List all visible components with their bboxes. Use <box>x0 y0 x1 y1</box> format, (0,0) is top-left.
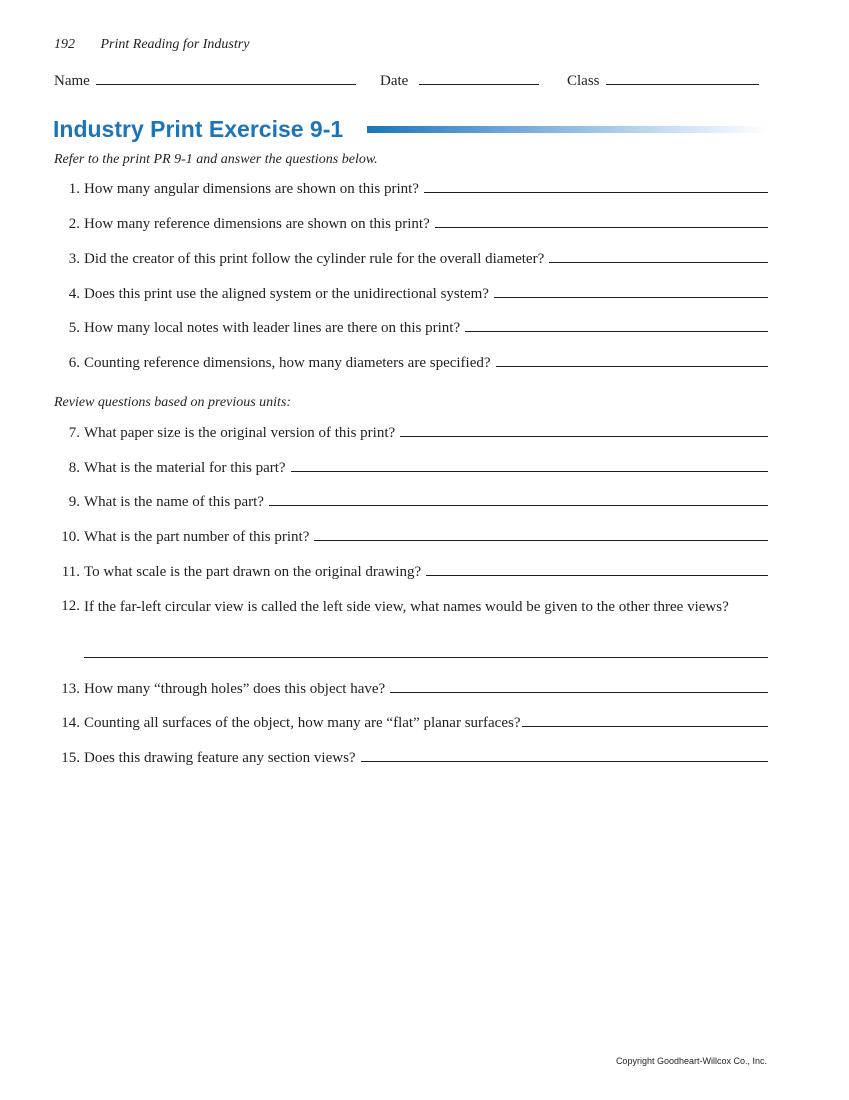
date-label: Date <box>380 73 409 89</box>
question-text: How many “through holes” does this object have? <box>84 681 386 697</box>
name-blank[interactable] <box>96 70 356 85</box>
question-number: 2. <box>68 216 80 232</box>
running-title: Print Reading for Industry <box>100 37 250 52</box>
date-blank[interactable] <box>419 70 539 85</box>
question-text: How many angular dimensions are shown on this print? <box>84 181 419 197</box>
answer-blank[interactable] <box>424 180 768 193</box>
question-text: What paper size is the original version of this print? <box>84 425 396 441</box>
question-14 <box>54 714 768 732</box>
question-text: What is the material for this part? <box>84 460 286 476</box>
question-number: 14. <box>61 715 80 731</box>
answer-blank[interactable] <box>291 459 768 472</box>
question-11 <box>54 563 768 581</box>
question-number: 6. <box>68 355 80 371</box>
answer-blank[interactable] <box>496 354 768 367</box>
answer-blank[interactable] <box>314 528 768 541</box>
answer-blank[interactable] <box>361 749 768 762</box>
question-text: To what scale is the part drawn on the original drawing? <box>84 564 422 580</box>
question-9 <box>54 493 768 511</box>
question-15 <box>54 749 768 767</box>
answer-blank[interactable] <box>400 424 768 437</box>
student-info-row <box>54 70 766 90</box>
page-number: 192 <box>54 37 75 52</box>
question-13 <box>54 680 768 698</box>
question-number: 9. <box>68 494 80 510</box>
question-number: 3. <box>68 251 80 267</box>
name-field[interactable] <box>54 70 356 90</box>
question-text: What is the name of this part? <box>84 494 264 510</box>
question-3 <box>54 250 768 268</box>
class-field[interactable] <box>567 70 759 90</box>
question-2 <box>54 215 768 233</box>
class-blank[interactable] <box>606 70 759 85</box>
answer-blank[interactable] <box>84 657 768 658</box>
question-number: 7. <box>68 425 80 441</box>
question-number: 11. <box>61 564 80 580</box>
question-number: 5. <box>68 320 80 336</box>
answer-blank[interactable] <box>435 215 768 228</box>
answer-blank[interactable] <box>269 493 768 506</box>
review-heading: Review questions based on previous units: <box>54 395 292 410</box>
answer-blank[interactable] <box>549 250 768 263</box>
answer-blank[interactable] <box>494 285 768 298</box>
question-number: 15. <box>61 750 80 766</box>
question-text: Does this print use the aligned system or the unidirectional system? <box>84 286 489 302</box>
question-number: 4. <box>68 286 80 302</box>
question-4 <box>54 285 768 303</box>
exercise-title-block <box>53 116 769 146</box>
instructions: Refer to the print PR 9-1 and answer the questions below. <box>54 152 378 167</box>
question-number: 1. <box>68 181 80 197</box>
copyright-notice: Copyright Goodheart-Willcox Co., Inc. <box>615 1056 767 1066</box>
question-8 <box>54 459 768 477</box>
date-field[interactable] <box>380 70 539 90</box>
question-6 <box>54 354 768 372</box>
question-1 <box>54 180 768 198</box>
class-label: Class <box>567 73 600 89</box>
question-number: 8. <box>68 460 80 476</box>
question-10 <box>54 528 768 546</box>
question-text: How many reference dimensions are shown on this print? <box>84 216 430 232</box>
question-text: Did the creator of this print follow the cylinder rule for the overall diameter? <box>84 251 545 267</box>
question-7 <box>54 424 768 442</box>
answer-blank[interactable] <box>522 714 769 727</box>
question-number: 10. <box>61 529 80 545</box>
question-text: How many local notes with leader lines are there on this print? <box>84 320 461 336</box>
question-5 <box>54 319 768 337</box>
answer-blank[interactable] <box>390 680 768 693</box>
page-title: Industry Print Exercise 9-1 <box>53 116 344 142</box>
name-label: Name <box>54 73 90 89</box>
question-number: 13. <box>61 681 80 697</box>
answer-blank[interactable] <box>465 319 768 332</box>
question-text: Counting all surfaces of the object, how many are “flat” planar surfaces? <box>84 715 521 731</box>
title-gradient-bar <box>367 126 769 133</box>
question-text: Counting reference dimensions, how many diameters are specified? <box>84 355 491 371</box>
question-text: If the far-left circular view is called the left side view, what names would be given to the other three views? <box>84 599 729 615</box>
question-text: What is the part number of this print? <box>84 529 310 545</box>
question-number: 12. <box>61 598 80 614</box>
running-head <box>54 37 249 53</box>
answer-blank[interactable] <box>426 563 768 576</box>
question-text: Does this drawing feature any section views? <box>84 750 356 766</box>
